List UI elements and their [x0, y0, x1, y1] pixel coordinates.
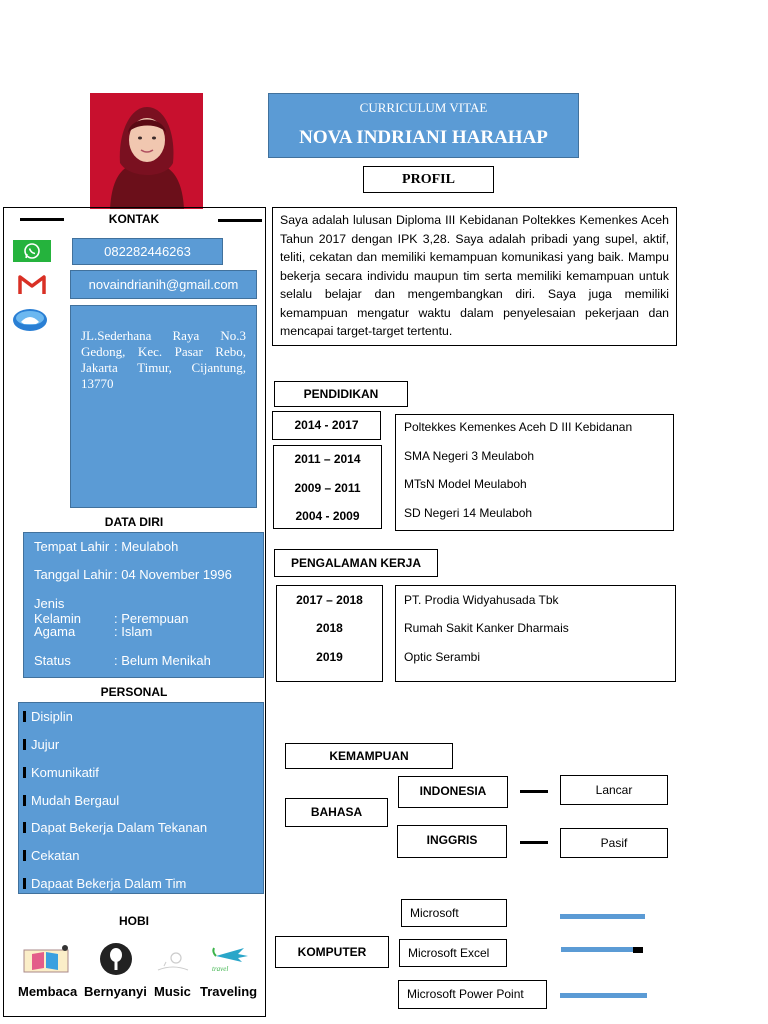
education-year: 2009 – 2011 [294, 481, 361, 495]
profile-photo [90, 93, 203, 209]
software-name: Microsoft Excel [399, 939, 507, 967]
gmail-icon [18, 274, 46, 296]
list-item: Mudah Bergaul [23, 793, 119, 808]
divider [20, 218, 64, 221]
experience-heading: PENGALAMAN KERJA [274, 549, 438, 577]
connector-line [520, 841, 548, 844]
music-icon [154, 946, 192, 974]
whatsapp-icon [13, 240, 51, 262]
experience-year: 2017 – 2018 [296, 593, 363, 607]
hobby-label: Music [154, 984, 191, 999]
workplace-name: Optic Serambi [404, 650, 481, 664]
hobby-label: Traveling [200, 984, 258, 999]
workplace-name: PT. Prodia Widyahusada Tbk [404, 593, 559, 607]
profile-heading: PROFIL [363, 166, 494, 193]
personal-data-heading: DATA DIRI [104, 515, 164, 529]
birthplace-label: Tempat Lahir [34, 539, 110, 554]
software-name: Microsoft [401, 899, 507, 927]
skills-heading: KEMAMPUAN [285, 743, 453, 769]
education-year: 2014 - 2017 [272, 411, 381, 440]
language-level: Pasif [560, 828, 668, 858]
language-label: BAHASA [285, 798, 388, 827]
computer-label: KOMPUTER [275, 936, 389, 968]
status-value: : Belum Menikah [114, 653, 211, 668]
book-icon [22, 944, 70, 974]
hobby-label: Membaca [18, 984, 78, 999]
software-name: Microsoft Power Point [398, 980, 547, 1009]
school-name: SD Negeri 14 Meulaboh [404, 506, 533, 520]
birthdate-label: Tanggal Lahir [34, 567, 113, 582]
microphone-icon [99, 942, 133, 976]
school-name: SMA Negeri 3 Meulaboh [404, 449, 535, 463]
experience-places-box [395, 585, 676, 682]
cv-label: CURRICULUM VITAE [359, 100, 488, 115]
religion-label: Agama [34, 624, 76, 639]
education-year: 2004 - 2009 [295, 509, 360, 523]
birthplace-value: : Meulaboh [114, 539, 179, 554]
address-field: JL.Sederhana Raya No.3 Gedong, Kec. Pasar Rebo, Jakarta Timur, Cijantung, 13770 [70, 305, 257, 508]
hobby-heading: HOBI [119, 914, 149, 928]
religion-value: : Islam [114, 624, 153, 639]
skill-bar [560, 914, 645, 919]
divider [218, 219, 262, 222]
language-level: Lancar [560, 775, 668, 805]
birthdate-value: : 04 November 1996 [114, 567, 232, 582]
experience-year: 2019 [316, 650, 343, 664]
list-item: Disiplin [23, 709, 73, 724]
email-field: novaindrianih@gmail.com [70, 270, 257, 299]
airplane-icon [208, 942, 252, 974]
list-item: Komunikatif [23, 765, 99, 780]
education-years-box [273, 445, 382, 529]
telephone-icon [12, 308, 48, 332]
list-item: Cekatan [23, 848, 79, 863]
list-item: Jujur [23, 737, 59, 752]
skill-bar [561, 947, 643, 953]
list-item: Dapaat Bekerja Dalam Tim [23, 876, 186, 891]
skill-bar [560, 993, 647, 998]
cv-header [268, 93, 579, 158]
connector-line [520, 790, 548, 793]
experience-years-box [276, 585, 383, 682]
language-name: INDONESIA [398, 776, 508, 808]
list-item: Dapat Bekerja Dalam Tekanan [23, 820, 207, 835]
hobby-label: Bernyanyi [84, 984, 147, 999]
contact-heading: KONTAK [108, 212, 160, 226]
education-heading: PENDIDIKAN [274, 381, 408, 407]
phone-field: 082282446263 [72, 238, 223, 265]
education-schools-box [395, 414, 674, 531]
workplace-name: Rumah Sakit Kanker Dharmais [404, 621, 569, 635]
profile-text: Saya adalah lulusan Diploma III Kebidanan Poltekkes Kemenkes Aceh Tahun 2017 dengan IPK 3,28. Saya adalah pribadi yang supel, aktif, teliti, cekatan dan memiliki kemampuan komunikasi yang baik. Mampu bekerja secara individu maupun tim serta memiliki kemampuan untuk selalu belajar dan mengembangkan diri. Saya juga memiliki kemampuan mengatur waktu dalam penyelesaian pekerjaan dan mencapai target-target tertentu. [272, 207, 677, 346]
personal-traits-panel [18, 702, 264, 894]
language-name: INGGRIS [397, 825, 507, 858]
gender-label: Jenis Kelamin [34, 596, 81, 626]
personal-data-panel [23, 532, 264, 678]
school-name: Poltekkes Kemenkes Aceh D III Kebidanan [404, 420, 633, 434]
personal-heading: PERSONAL [100, 685, 168, 699]
education-year: 2011 – 2014 [294, 452, 361, 466]
svg-text:travel: travel [212, 965, 229, 973]
school-name: MTsN Model Meulaboh [404, 477, 527, 491]
experience-year: 2018 [316, 621, 343, 635]
gender-value: : Perempuan [114, 611, 189, 626]
left-column [3, 207, 266, 1017]
person-name: NOVA INDRIANI HARAHAP [299, 127, 548, 148]
status-label: Status [34, 653, 71, 668]
